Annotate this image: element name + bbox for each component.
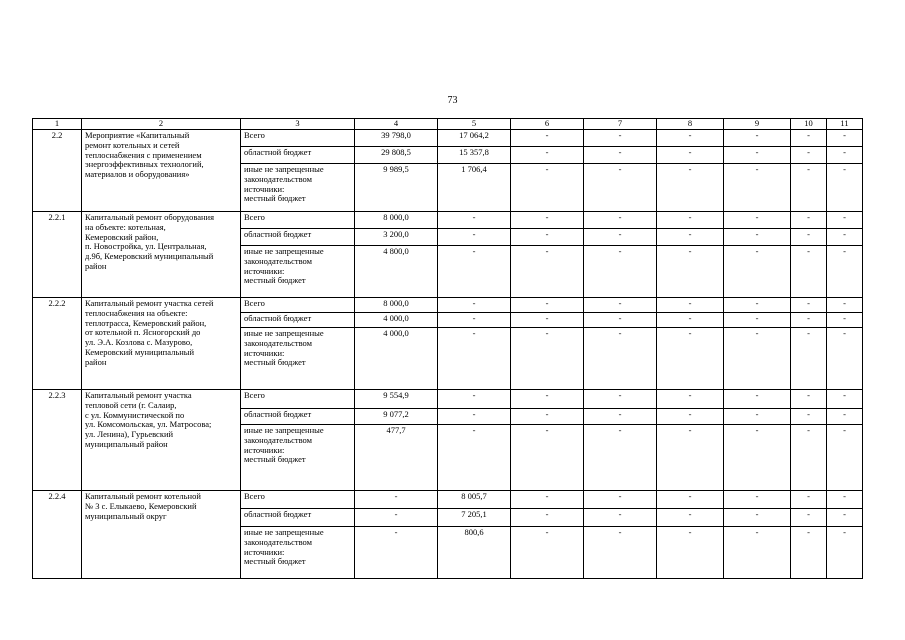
funding-source: иные не запрещенные законодательством источники: местный бюджет (241, 328, 355, 390)
item-description: Капитальный ремонт участка сетей теплоснабжения на объекте: теплотрасса, Кемеровский район, от котельной п. Ясногорский до ул. Э.А. Козлова с. Мазурово, Кемеровский муниципальный район (82, 298, 241, 390)
amount-cell: - (438, 313, 511, 328)
amount-cell: - (724, 246, 791, 298)
amount-cell: - (657, 313, 724, 328)
amount-cell: - (511, 491, 584, 509)
amount-cell: - (724, 147, 791, 164)
item-number: 2.2.4 (33, 491, 82, 579)
amount-cell: - (791, 425, 827, 491)
item-number: 2.2 (33, 130, 82, 212)
column-header: 5 (438, 119, 511, 130)
amount-cell: - (791, 212, 827, 229)
amount-cell: 1 706,4 (438, 164, 511, 212)
amount-cell: - (355, 527, 438, 579)
column-header: 9 (724, 119, 791, 130)
amount-cell: - (657, 212, 724, 229)
amount-cell: - (724, 164, 791, 212)
header-row (33, 119, 863, 130)
amount-cell: - (511, 164, 584, 212)
amount-cell: - (724, 212, 791, 229)
amount-cell: - (791, 147, 827, 164)
amount-cell: - (791, 491, 827, 509)
column-header: 4 (355, 119, 438, 130)
amount-cell: - (584, 313, 657, 328)
amount-cell: 8 000,0 (355, 212, 438, 229)
amount-cell: - (355, 509, 438, 527)
amount-cell: - (584, 390, 657, 409)
amount-cell: 3 200,0 (355, 229, 438, 246)
column-header: 8 (657, 119, 724, 130)
amount-cell: - (827, 328, 863, 390)
funding-source: областной бюджет (241, 147, 355, 164)
amount-cell: - (438, 409, 511, 425)
amount-cell: - (584, 328, 657, 390)
amount-cell: - (584, 164, 657, 212)
amount-cell: - (511, 328, 584, 390)
amount-cell: - (584, 212, 657, 229)
amount-cell: - (791, 164, 827, 212)
amount-cell: - (791, 229, 827, 246)
item-description: Мероприятие «Капитальный ремонт котельных и сетей теплоснабжения с применением энергоэффективных технологий, материалов и оборудования» (82, 130, 241, 212)
amount-cell: - (584, 130, 657, 147)
amount-cell: 8 000,0 (355, 298, 438, 313)
amount-cell: 39 798,0 (355, 130, 438, 147)
amount-cell: - (827, 298, 863, 313)
column-header: 6 (511, 119, 584, 130)
amount-cell: 29 808,5 (355, 147, 438, 164)
funding-source: иные не запрещенные законодательством источники: местный бюджет (241, 246, 355, 298)
amount-cell: 17 064,2 (438, 130, 511, 147)
amount-cell: - (657, 246, 724, 298)
amount-cell: - (584, 246, 657, 298)
amount-cell: - (827, 409, 863, 425)
column-header: 1 (33, 119, 82, 130)
amount-cell: 8 005,7 (438, 491, 511, 509)
amount-cell: - (657, 390, 724, 409)
table-row (33, 298, 863, 313)
table-row (33, 491, 863, 509)
amount-cell: - (724, 409, 791, 425)
funding-source: иные не запрещенные законодательством источники: местный бюджет (241, 164, 355, 212)
amount-cell: - (584, 147, 657, 164)
amount-cell: - (511, 130, 584, 147)
amount-cell: 9 554,9 (355, 390, 438, 409)
funding-source: иные не запрещенные законодательством источники: местный бюджет (241, 527, 355, 579)
amount-cell: - (438, 246, 511, 298)
amount-cell: - (827, 491, 863, 509)
amount-cell: - (438, 229, 511, 246)
item-number: 2.2.3 (33, 390, 82, 491)
amount-cell: - (657, 425, 724, 491)
table-row (33, 130, 863, 147)
table-row (33, 212, 863, 229)
funding-source: областной бюджет (241, 229, 355, 246)
amount-cell: - (827, 246, 863, 298)
amount-cell: - (657, 328, 724, 390)
amount-cell: - (791, 328, 827, 390)
amount-cell: - (438, 298, 511, 313)
amount-cell: 9 077,2 (355, 409, 438, 425)
amount-cell: - (511, 425, 584, 491)
amount-cell: - (827, 130, 863, 147)
amount-cell: - (724, 313, 791, 328)
amount-cell: 800,6 (438, 527, 511, 579)
amount-cell: - (657, 527, 724, 579)
amount-cell: - (511, 509, 584, 527)
funding-source: областной бюджет (241, 509, 355, 527)
amount-cell: 7 205,1 (438, 509, 511, 527)
amount-cell: - (724, 130, 791, 147)
item-description: Капитальный ремонт оборудования на объекте: котельная, Кемеровский район, п. Новостройка, ул. Центральная, д.9б, Кемеровский муниципальный район (82, 212, 241, 298)
amount-cell: - (657, 147, 724, 164)
amount-cell: - (827, 164, 863, 212)
amount-cell: - (827, 313, 863, 328)
amount-cell: - (791, 313, 827, 328)
amount-cell: - (511, 527, 584, 579)
amount-cell: - (584, 491, 657, 509)
column-header: 10 (791, 119, 827, 130)
amount-cell: - (791, 130, 827, 147)
amount-cell: - (791, 509, 827, 527)
amount-cell: 477,7 (355, 425, 438, 491)
budget-table (32, 118, 863, 579)
amount-cell: - (657, 491, 724, 509)
amount-cell: 4 000,0 (355, 328, 438, 390)
amount-cell: - (511, 409, 584, 425)
amount-cell: - (438, 390, 511, 409)
page-number: 73 (447, 95, 458, 106)
amount-cell: - (511, 313, 584, 328)
funding-source: областной бюджет (241, 409, 355, 425)
amount-cell: - (791, 298, 827, 313)
table-row (33, 390, 863, 409)
amount-cell: - (724, 328, 791, 390)
amount-cell: - (355, 491, 438, 509)
funding-source: областной бюджет (241, 313, 355, 328)
amount-cell: - (657, 130, 724, 147)
amount-cell: 15 357,8 (438, 147, 511, 164)
amount-cell: - (724, 425, 791, 491)
amount-cell: - (511, 229, 584, 246)
amount-cell: - (657, 164, 724, 212)
amount-cell: - (584, 425, 657, 491)
amount-cell: - (791, 527, 827, 579)
amount-cell: - (511, 246, 584, 298)
amount-cell: - (791, 390, 827, 409)
item-description: Капитальный ремонт котельной № 3 с. Елыкаево, Кемеровский муниципальный округ (82, 491, 241, 579)
column-header: 2 (82, 119, 241, 130)
column-header: 7 (584, 119, 657, 130)
item-description: Капитальный ремонт участка тепловой сети (г. Салаир, с ул. Коммунистической по ул. Комсомольская, ул. Матросова; ул. Ленина), Гурьевский муниципальный район (82, 390, 241, 491)
amount-cell: - (827, 147, 863, 164)
amount-cell: - (511, 298, 584, 313)
amount-cell: - (584, 298, 657, 313)
amount-cell: - (827, 425, 863, 491)
amount-cell: - (511, 390, 584, 409)
amount-cell: - (584, 409, 657, 425)
amount-cell: - (438, 425, 511, 491)
funding-source: Всего (241, 130, 355, 147)
amount-cell: 9 989,5 (355, 164, 438, 212)
funding-source: Всего (241, 212, 355, 229)
amount-cell: - (827, 527, 863, 579)
amount-cell: - (438, 212, 511, 229)
amount-cell: - (724, 390, 791, 409)
column-header: 11 (827, 119, 863, 130)
funding-source: Всего (241, 390, 355, 409)
amount-cell: - (657, 509, 724, 527)
amount-cell: - (827, 390, 863, 409)
amount-cell: - (584, 509, 657, 527)
amount-cell: 4 800,0 (355, 246, 438, 298)
amount-cell: - (511, 212, 584, 229)
item-number: 2.2.2 (33, 298, 82, 390)
funding-source: Всего (241, 298, 355, 313)
amount-cell: - (724, 527, 791, 579)
funding-source: Всего (241, 491, 355, 509)
column-header: 3 (241, 119, 355, 130)
amount-cell: - (657, 409, 724, 425)
amount-cell: - (657, 298, 724, 313)
amount-cell: - (827, 212, 863, 229)
amount-cell: - (724, 509, 791, 527)
amount-cell: - (791, 246, 827, 298)
amount-cell: - (657, 229, 724, 246)
amount-cell: - (827, 229, 863, 246)
amount-cell: - (584, 229, 657, 246)
amount-cell: - (438, 328, 511, 390)
amount-cell: - (724, 491, 791, 509)
amount-cell: - (791, 409, 827, 425)
amount-cell: - (827, 509, 863, 527)
amount-cell: - (584, 527, 657, 579)
amount-cell: - (511, 147, 584, 164)
amount-cell: - (724, 298, 791, 313)
funding-source: иные не запрещенные законодательством источники: местный бюджет (241, 425, 355, 491)
amount-cell: - (724, 229, 791, 246)
amount-cell: 4 000,0 (355, 313, 438, 328)
item-number: 2.2.1 (33, 212, 82, 298)
